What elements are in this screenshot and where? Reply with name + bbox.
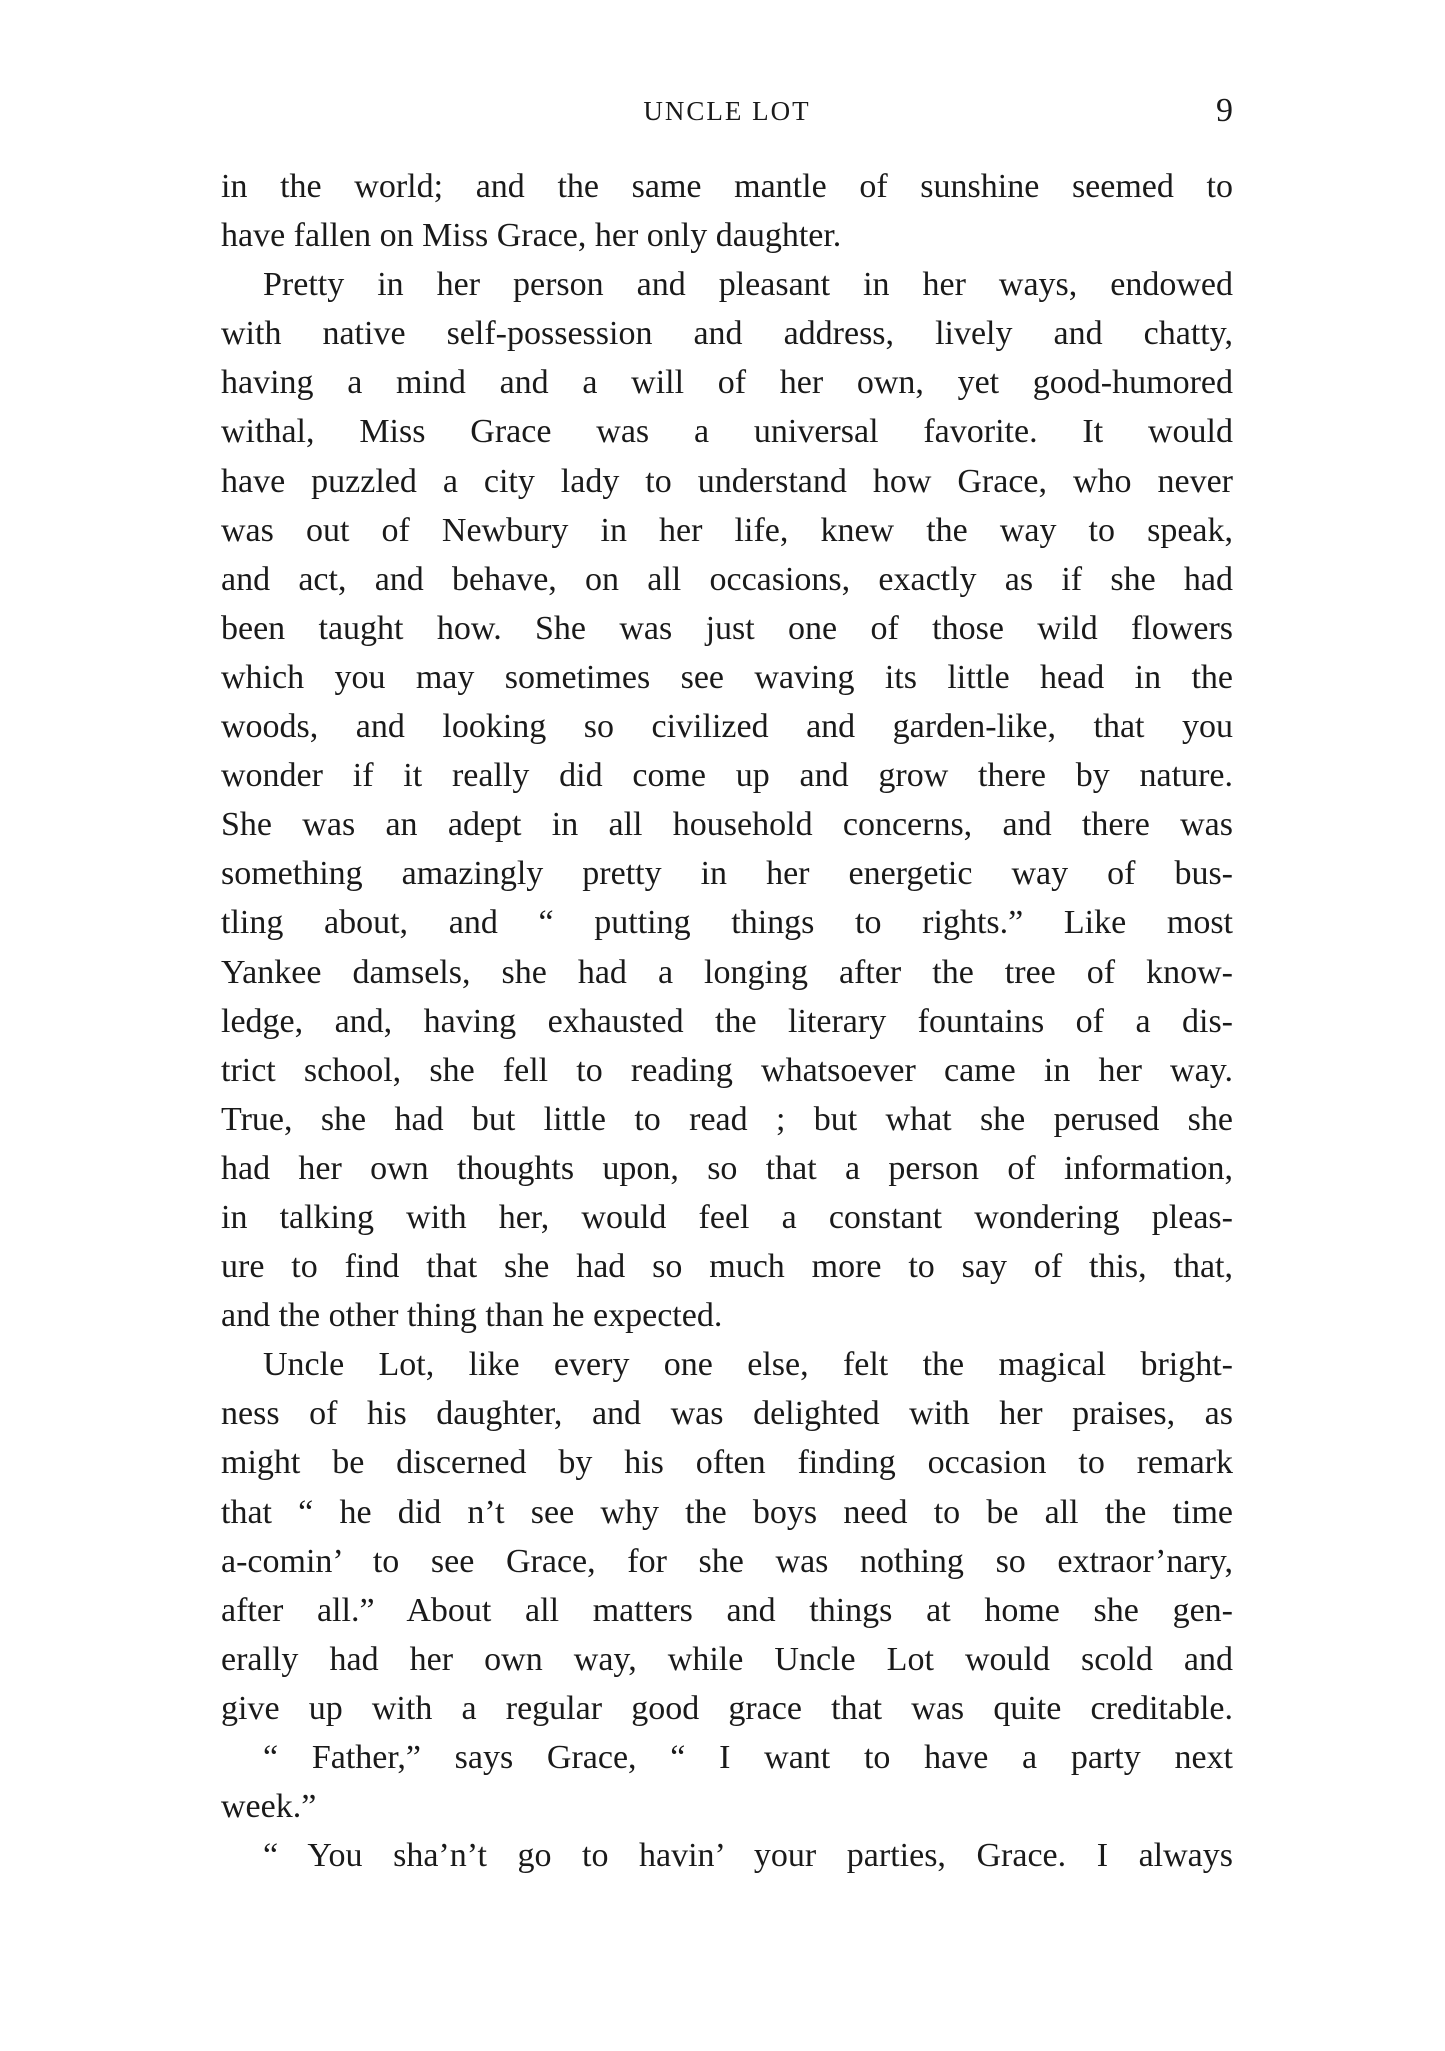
text-line: and the other thing than he expected. (221, 1297, 723, 1335)
text-line: ness of his daughter, and was delighted with her praises, as (221, 1395, 1233, 1433)
text-line: was out of Newbury in her life, knew the way to speak, (221, 511, 1233, 549)
text-line: ure to find that she had so much more to say of this, that, (221, 1248, 1233, 1286)
page-number: 9 (1216, 92, 1233, 129)
text-line: had her own thoughts upon, so that a person of information, (221, 1149, 1233, 1187)
text-line: Pretty in her person and pleasant in her ways, endowed (263, 266, 1233, 304)
text-line: trict school, she fell to reading whatsoever came in her way. (221, 1051, 1233, 1089)
running-head (221, 92, 1233, 132)
text-line: in the world; and the same mantle of sunshine seemed to (221, 168, 1233, 205)
text-line: week.” (221, 1788, 317, 1826)
text-line: wonder if it really did come up and grow there by nature. (221, 757, 1233, 795)
text-line: “ You sha’n’t go to havin’ your parties, Grace. I always (263, 1837, 1233, 1875)
text-line: with native self-possession and address, lively and chatty, (221, 315, 1233, 353)
text-line: which you may sometimes see waving its little head in the (221, 658, 1233, 696)
text-line: having a mind and a will of her own, yet good-humored (221, 364, 1233, 402)
text-line: ledge, and, having exhausted the literary fountains of a dis- (221, 1002, 1233, 1040)
text-line: been taught how. She was just one of those wild flowers (221, 609, 1233, 647)
text-line: might be discerned by his often finding occasion to remark (221, 1444, 1233, 1482)
text-line: True, she had but little to read ; but what she perused she (221, 1100, 1233, 1138)
text-line: give up with a regular good grace that was quite creditable. (221, 1689, 1233, 1727)
body-text (221, 162, 1233, 1880)
text-line: after all.” About all matters and things at home she gen- (221, 1591, 1233, 1629)
text-line: tling about, and “ putting things to rights.” Like most (221, 904, 1233, 942)
text-line: have puzzled a city lady to understand how Grace, who never (221, 462, 1233, 500)
text-line: that “ he did n’t see why the boys need to be all the time (221, 1493, 1233, 1531)
text-line: Yankee damsels, she had a longing after the tree of know- (221, 953, 1233, 991)
text-line: a-comin’ to see Grace, for she was nothing so extraor’nary, (221, 1542, 1233, 1580)
text-line: woods, and looking so civilized and garden-like, that you (221, 708, 1233, 746)
text-line: something amazingly pretty in her energetic way of bus- (221, 855, 1233, 893)
text-line: She was an adept in all household concerns, and there was (221, 806, 1233, 844)
text-line: Uncle Lot, like every one else, felt the magical bright- (263, 1346, 1233, 1384)
text-line: in talking with her, would feel a constant wondering pleas- (221, 1198, 1233, 1236)
text-line: and act, and behave, on all occasions, exactly as if she had (221, 560, 1233, 598)
text-line: withal, Miss Grace was a universal favorite. It would (221, 413, 1233, 451)
running-title: UNCLE LOT (643, 96, 811, 126)
text-line: “ Father,” says Grace, “ I want to have a party next (263, 1739, 1233, 1776)
text-line: have fallen on Miss Grace, her only daughter. (221, 217, 842, 255)
text-line: erally had her own way, while Uncle Lot would scold and (221, 1640, 1233, 1678)
